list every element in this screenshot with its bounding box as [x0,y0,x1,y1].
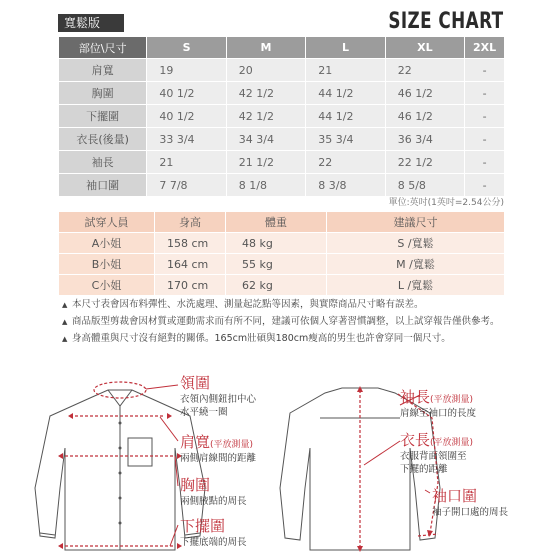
table-cell: 7 7/8 [147,174,226,197]
note-item: ▲ 本尺寸表會因布料彈性、水洗處理、測量起訖點等因素，與實際商品尺寸略有誤差。 [62,298,512,312]
sleeve-desc: 肩線至袖口的長度 [400,408,477,419]
row-label: 袖口圍 [59,174,147,197]
table-cell: - [465,128,505,151]
cuff-title: 袖口圍 [432,487,478,505]
table-cell: 22 [306,151,385,174]
table-cell: - [465,59,505,82]
table-cell: 21 [306,59,385,82]
row-label: 袖長 [59,151,147,174]
collar-annotation [180,372,256,419]
table-cell: 42 1/2 [226,105,305,128]
length-sub: (平放測量) [430,438,474,448]
table-cell: 22 [385,59,464,82]
table-cell: 33 3/4 [147,128,226,151]
length-annotation [400,429,473,476]
fit-header: 建議尺寸 [327,212,505,233]
table-cell: 44 1/2 [306,105,385,128]
length-desc-line1: 衣服背面領圍至 [400,451,467,462]
table-cell: 35 3/4 [306,128,385,151]
unit-note: 單位:英吋(1英吋=2.54公分) [388,198,504,208]
size-header: 2XL [465,37,505,59]
table-cell: 44 1/2 [306,82,385,105]
table-cell: 19 [147,59,226,82]
table-cell: 48 kg [226,233,327,254]
table-cell: 8 5/8 [385,174,464,197]
collar-desc-line2: 水平繞一圈 [180,407,228,418]
table-cell: L /寬鬆 [327,275,505,296]
table-cell: 22 1/2 [385,151,464,174]
tester-name: A小姐 [59,233,155,254]
hem-desc: 下擺底端的周長 [180,537,247,548]
tester-name: B小姐 [59,254,155,275]
collar-title: 領圍 [180,374,211,392]
tester-name: C小姐 [59,275,155,296]
row-label: 下擺圍 [59,105,147,128]
length-desc-line2: 下擺的距離 [400,464,448,475]
table-cell: 40 1/2 [147,82,226,105]
chest-annotation [180,474,247,508]
table-cell: 55 kg [226,254,327,275]
fit-header: 試穿人員 [59,212,155,233]
table-cell: 170 cm [155,275,226,296]
fit-type-tag: 寬鬆版 [58,14,124,32]
shoulder-annotation [180,431,256,465]
table-cell: - [465,151,505,174]
sleeve-title: 袖長 [400,388,431,406]
table-cell: 158 cm [155,233,226,254]
sleeve-annotation [400,386,476,420]
chest-desc: 兩側腋點的周長 [180,496,247,507]
row-label: 胸圍 [59,82,147,105]
table-cell: 34 3/4 [226,128,305,151]
row-label: 衣長(後量) [59,128,147,151]
row-label: 肩寬 [59,59,147,82]
table-cell: 36 3/4 [385,128,464,151]
size-header: L [306,37,385,59]
table-cell: 20 [226,59,305,82]
cuff-desc: 袖子開口處的周長 [432,507,509,518]
hem-title: 下擺圍 [180,517,226,535]
table-cell: 46 1/2 [385,82,464,105]
table-cell: - [465,82,505,105]
length-title: 衣長 [400,431,431,449]
table-cell: M /寬鬆 [327,254,505,275]
table-cell: - [465,174,505,197]
table-cell: 46 1/2 [385,105,464,128]
table-cell: 62 kg [226,275,327,296]
table-cell: 164 cm [155,254,226,275]
corner-header: 部位\尺寸 [59,37,147,59]
table-cell: 42 1/2 [226,82,305,105]
fit-header: 身高 [155,212,226,233]
table-cell: S /寬鬆 [327,233,505,254]
chest-title: 胸圍 [180,476,211,494]
size-header: S [147,37,226,59]
hem-annotation [180,515,247,549]
page-title: SIZE CHART [388,9,504,34]
size-header: XL [385,37,464,59]
shoulder-sub: (平放測量) [210,440,254,450]
table-cell: 21 [147,151,226,174]
size-header: M [226,37,305,59]
sleeve-sub: (平放測量) [430,395,474,405]
shoulder-title: 肩寬 [180,433,211,451]
cuff-annotation [432,485,508,519]
note-item: ▲ 身高體重與尺寸沒有絕對的關係。165cm壯碩與180cm瘦高的男生也許會穿同一個尺寸。 [62,332,512,346]
table-cell: 40 1/2 [147,105,226,128]
collar-desc-line1: 衣領內側鈕扣中心 [180,394,257,405]
shoulder-desc: 兩側肩線間的距離 [180,453,257,464]
note-item: ▲ 商品版型剪裁會因材質或運動需求而有所不同，建議可依個人穿著習慣調整，以上試穿報告僅供參考。 [62,315,512,329]
table-cell: 8 1/8 [226,174,305,197]
table-cell: 21 1/2 [226,151,305,174]
fit-header: 體重 [226,212,327,233]
table-cell: - [465,105,505,128]
table-cell: 8 3/8 [306,174,385,197]
